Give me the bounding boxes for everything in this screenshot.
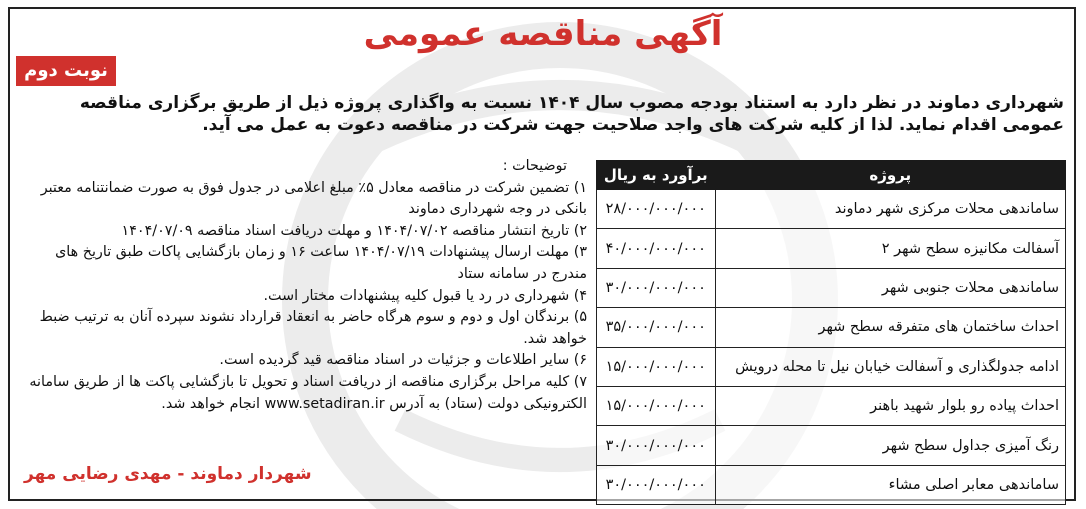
note-item: ۱) تضمین شرکت در مناقصه معادل ۵٪ مبلغ اعلامی در جدول فوق به صورت ضمانتنامه معتبر بانکی در وجه شهرداری دماوند <box>40 179 587 218</box>
project-amount: ۲۸/۰۰۰/۰۰۰/۰۰۰ <box>597 190 716 229</box>
table-row <box>597 347 1066 386</box>
table-row <box>597 308 1066 347</box>
project-name: احداث پیاده رو بلوار شهید باهنر <box>715 386 1066 425</box>
note-item: ۶) سایر اطلاعات و جزئیات در اسناد مناقصه قید گردیده است. <box>219 352 587 369</box>
project-amount: ۳۰/۰۰۰/۰۰۰/۰۰۰ <box>597 268 716 307</box>
table-row <box>597 386 1066 425</box>
project-amount: ۳۰/۰۰۰/۰۰۰/۰۰۰ <box>597 426 716 465</box>
table-row <box>597 465 1066 504</box>
project-amount: ۱۵/۰۰۰/۰۰۰/۰۰۰ <box>597 347 716 386</box>
note-item: ۳) مهلت ارسال پیشنهادات ۱۴۰۴/۰۷/۱۹ ساعت ۱۶ و زمان بازگشایی پاکات طبق تاریخ های مندرج در سامانه ستاد <box>55 244 587 282</box>
table-row <box>597 426 1066 465</box>
projects-table <box>596 160 1066 505</box>
notes-section <box>22 156 587 415</box>
table-row <box>597 268 1066 307</box>
note-item: ۷) کلیه مراحل برگزاری مناقصه از دریافت اسناد و تحویل تا بازگشایی پاکت ها از طریق سامانه الکترونیکی دولت (ستاد) به آدرس www.setadiran.ir انجام خواهد شد. <box>29 373 587 412</box>
project-amount: ۴۰/۰۰۰/۰۰۰/۰۰۰ <box>597 229 716 268</box>
header-project: پروژه <box>715 161 1066 190</box>
notes-heading: توضیحات : <box>502 158 567 174</box>
project-amount: ۳۵/۰۰۰/۰۰۰/۰۰۰ <box>597 308 716 347</box>
intro-paragraph: شهرداری دماوند در نظر دارد به استناد بودجه مصوب سال ۱۴۰۴ نسبت به واگذاری پروژه ذیل از طریق برگزاری مناقصه عمومی اقدام نماید. لذا از کلیه شرکت های واجد صلاحیت جهت شرکت در مناقصه دعوت به عمل می آید. <box>79 93 1064 135</box>
project-name: ساماندهی محلات مرکزی شهر دماوند <box>715 190 1066 229</box>
note-item: ۵) برندگان اول و دوم و سوم هرگاه حاضر به انعقاد قرارداد نشوند سپرده آنان به ترتیب ضبط خواهد شد. <box>39 309 587 347</box>
note-item: ۲) تاریخ انتشار مناقصه ۱۴۰۴/۰۷/۰۲ و مهلت دریافت اسناد مناقصه ۱۴۰۴/۰۷/۰۹ <box>121 222 587 239</box>
header-estimate: برآورد به ریال <box>597 161 716 190</box>
project-name: ساماندهی معابر اصلی مشاء <box>715 465 1066 504</box>
table-header-row <box>597 161 1066 190</box>
project-name: احداث ساختمان های متفرقه سطح شهر <box>715 308 1066 347</box>
round-badge: نوبت دوم <box>16 56 116 86</box>
mayor-signature: شهردار دماوند - مهدی رضایی مهر <box>24 464 312 484</box>
table-row <box>597 190 1066 229</box>
project-name: آسفالت مکانیزه سطح شهر ۲ <box>715 229 1066 268</box>
project-name: ساماندهی محلات جنوبی شهر <box>715 268 1066 307</box>
note-item: ۴) شهرداری در رد یا قبول کلیه پیشنهادات مختار است. <box>263 287 587 304</box>
project-amount: ۱۵/۰۰۰/۰۰۰/۰۰۰ <box>597 386 716 425</box>
project-amount: ۳۰/۰۰۰/۰۰۰/۰۰۰ <box>597 465 716 504</box>
notice-title: آگهی مناقصه عمومی <box>363 14 723 54</box>
table-row <box>597 229 1066 268</box>
project-name: ادامه جدولگذاری و آسفالت خیابان نیل تا محله درویش <box>715 347 1066 386</box>
project-name: رنگ آمیزی جداول سطح شهر <box>715 426 1066 465</box>
